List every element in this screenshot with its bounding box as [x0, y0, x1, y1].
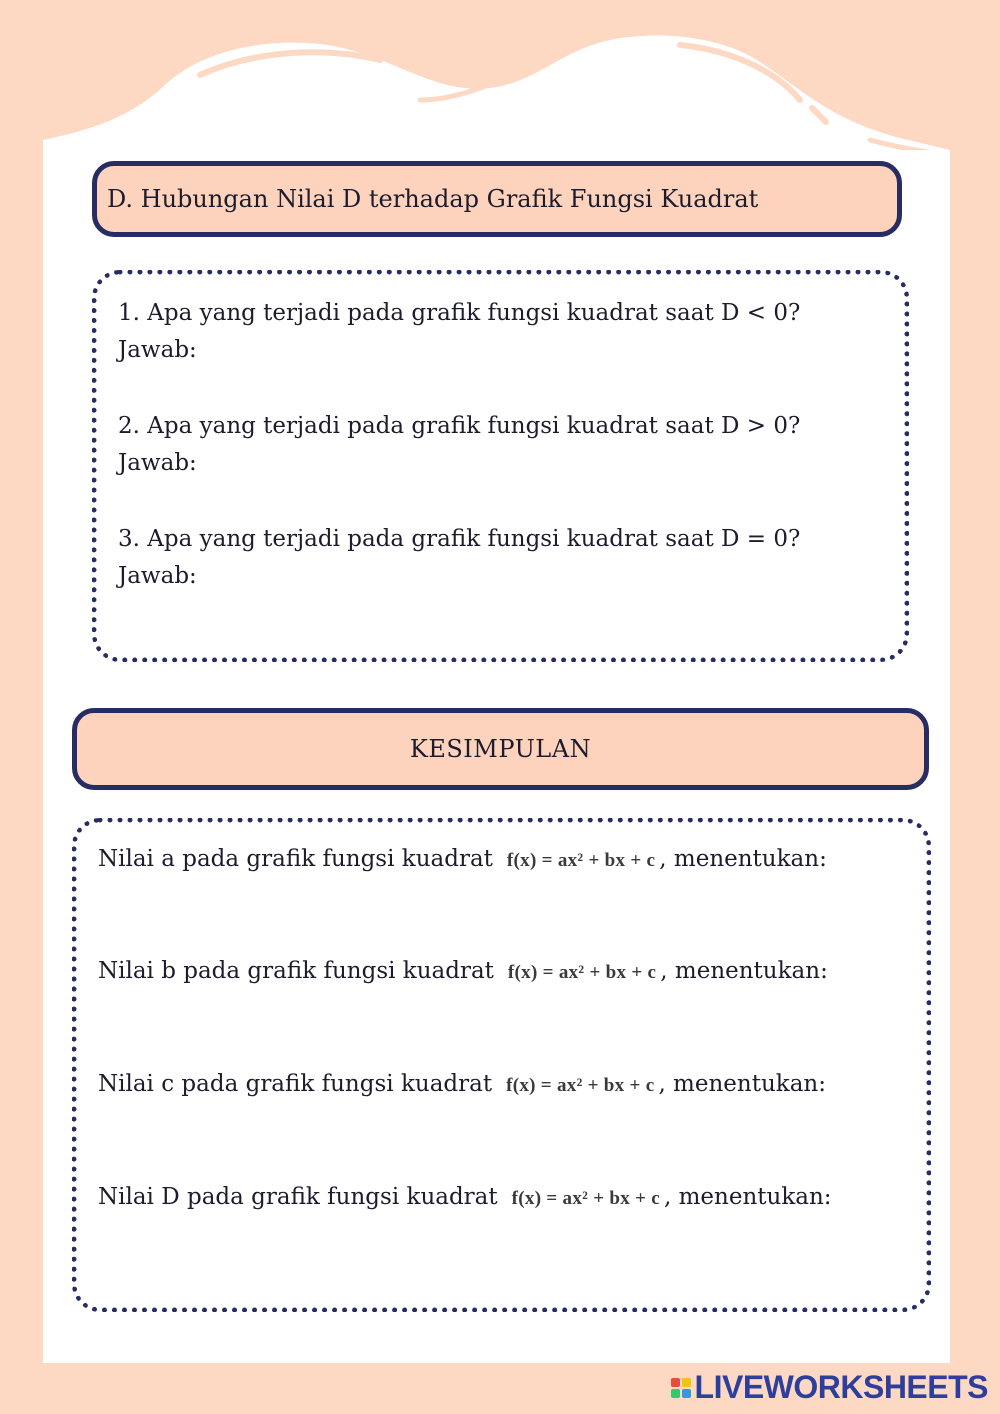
liveworksheets-logo[interactable] [671, 1369, 988, 1406]
section-title-text: D. Hubungan Nilai D terhadap Grafik Fungsi Kuadrat [107, 185, 759, 213]
logo-square [671, 1378, 680, 1387]
logo-square [682, 1378, 691, 1387]
question-1 [118, 295, 800, 369]
item-prefix: Nilai D pada grafik fungsi kuadrat [98, 1184, 498, 1210]
section-title [92, 161, 902, 237]
question-text: 1. Apa yang terjadi pada grafik fungsi kuadrat saat D < 0? [118, 300, 801, 326]
kesimpulan-item-a [98, 846, 827, 872]
quadratic-formula: f(x) = ax² + bx + c [507, 962, 657, 983]
logo-grid-icon [671, 1378, 691, 1398]
quadratic-formula: f(x) = ax² + bx + c [506, 850, 656, 871]
kesimpulan-title-text: KESIMPULAN [409, 735, 592, 763]
quadratic-formula: f(x) = ax² + bx + c [511, 1188, 660, 1209]
answer-label: Jawab: [118, 337, 197, 363]
question-text: 2. Apa yang terjadi pada grafik fungsi kuadrat saat D > 0? [118, 413, 801, 439]
quadratic-formula: f(x) = ax² + bx + c [506, 1075, 655, 1096]
question-3 [118, 521, 800, 595]
item-prefix: Nilai c pada grafik fungsi kuadrat [98, 1071, 493, 1097]
item-suffix: , menentukan: [658, 1071, 826, 1097]
item-suffix: , menentukan: [664, 1184, 832, 1210]
answer-label: Jawab: [118, 563, 197, 589]
item-prefix: Nilai a pada grafik fungsi kuadrat [98, 846, 493, 872]
answer-label: Jawab: [118, 450, 197, 476]
kesimpulan-box [72, 818, 931, 1312]
kesimpulan-item-c [98, 1071, 826, 1097]
item-suffix: , menentukan: [659, 846, 827, 872]
logo-text: LIVEWORKSHEETS [694, 1369, 988, 1405]
logo-square [671, 1389, 680, 1398]
question-2 [118, 408, 800, 482]
kesimpulan-item-d [98, 1184, 832, 1210]
question-text: 3. Apa yang terjadi pada grafik fungsi kuadrat saat D = 0? [118, 526, 801, 552]
kesimpulan-title [72, 708, 929, 790]
item-suffix: , menentukan: [660, 958, 828, 984]
logo-square [682, 1389, 691, 1398]
kesimpulan-item-b [98, 958, 828, 984]
item-prefix: Nilai b pada grafik fungsi kuadrat [98, 958, 494, 984]
